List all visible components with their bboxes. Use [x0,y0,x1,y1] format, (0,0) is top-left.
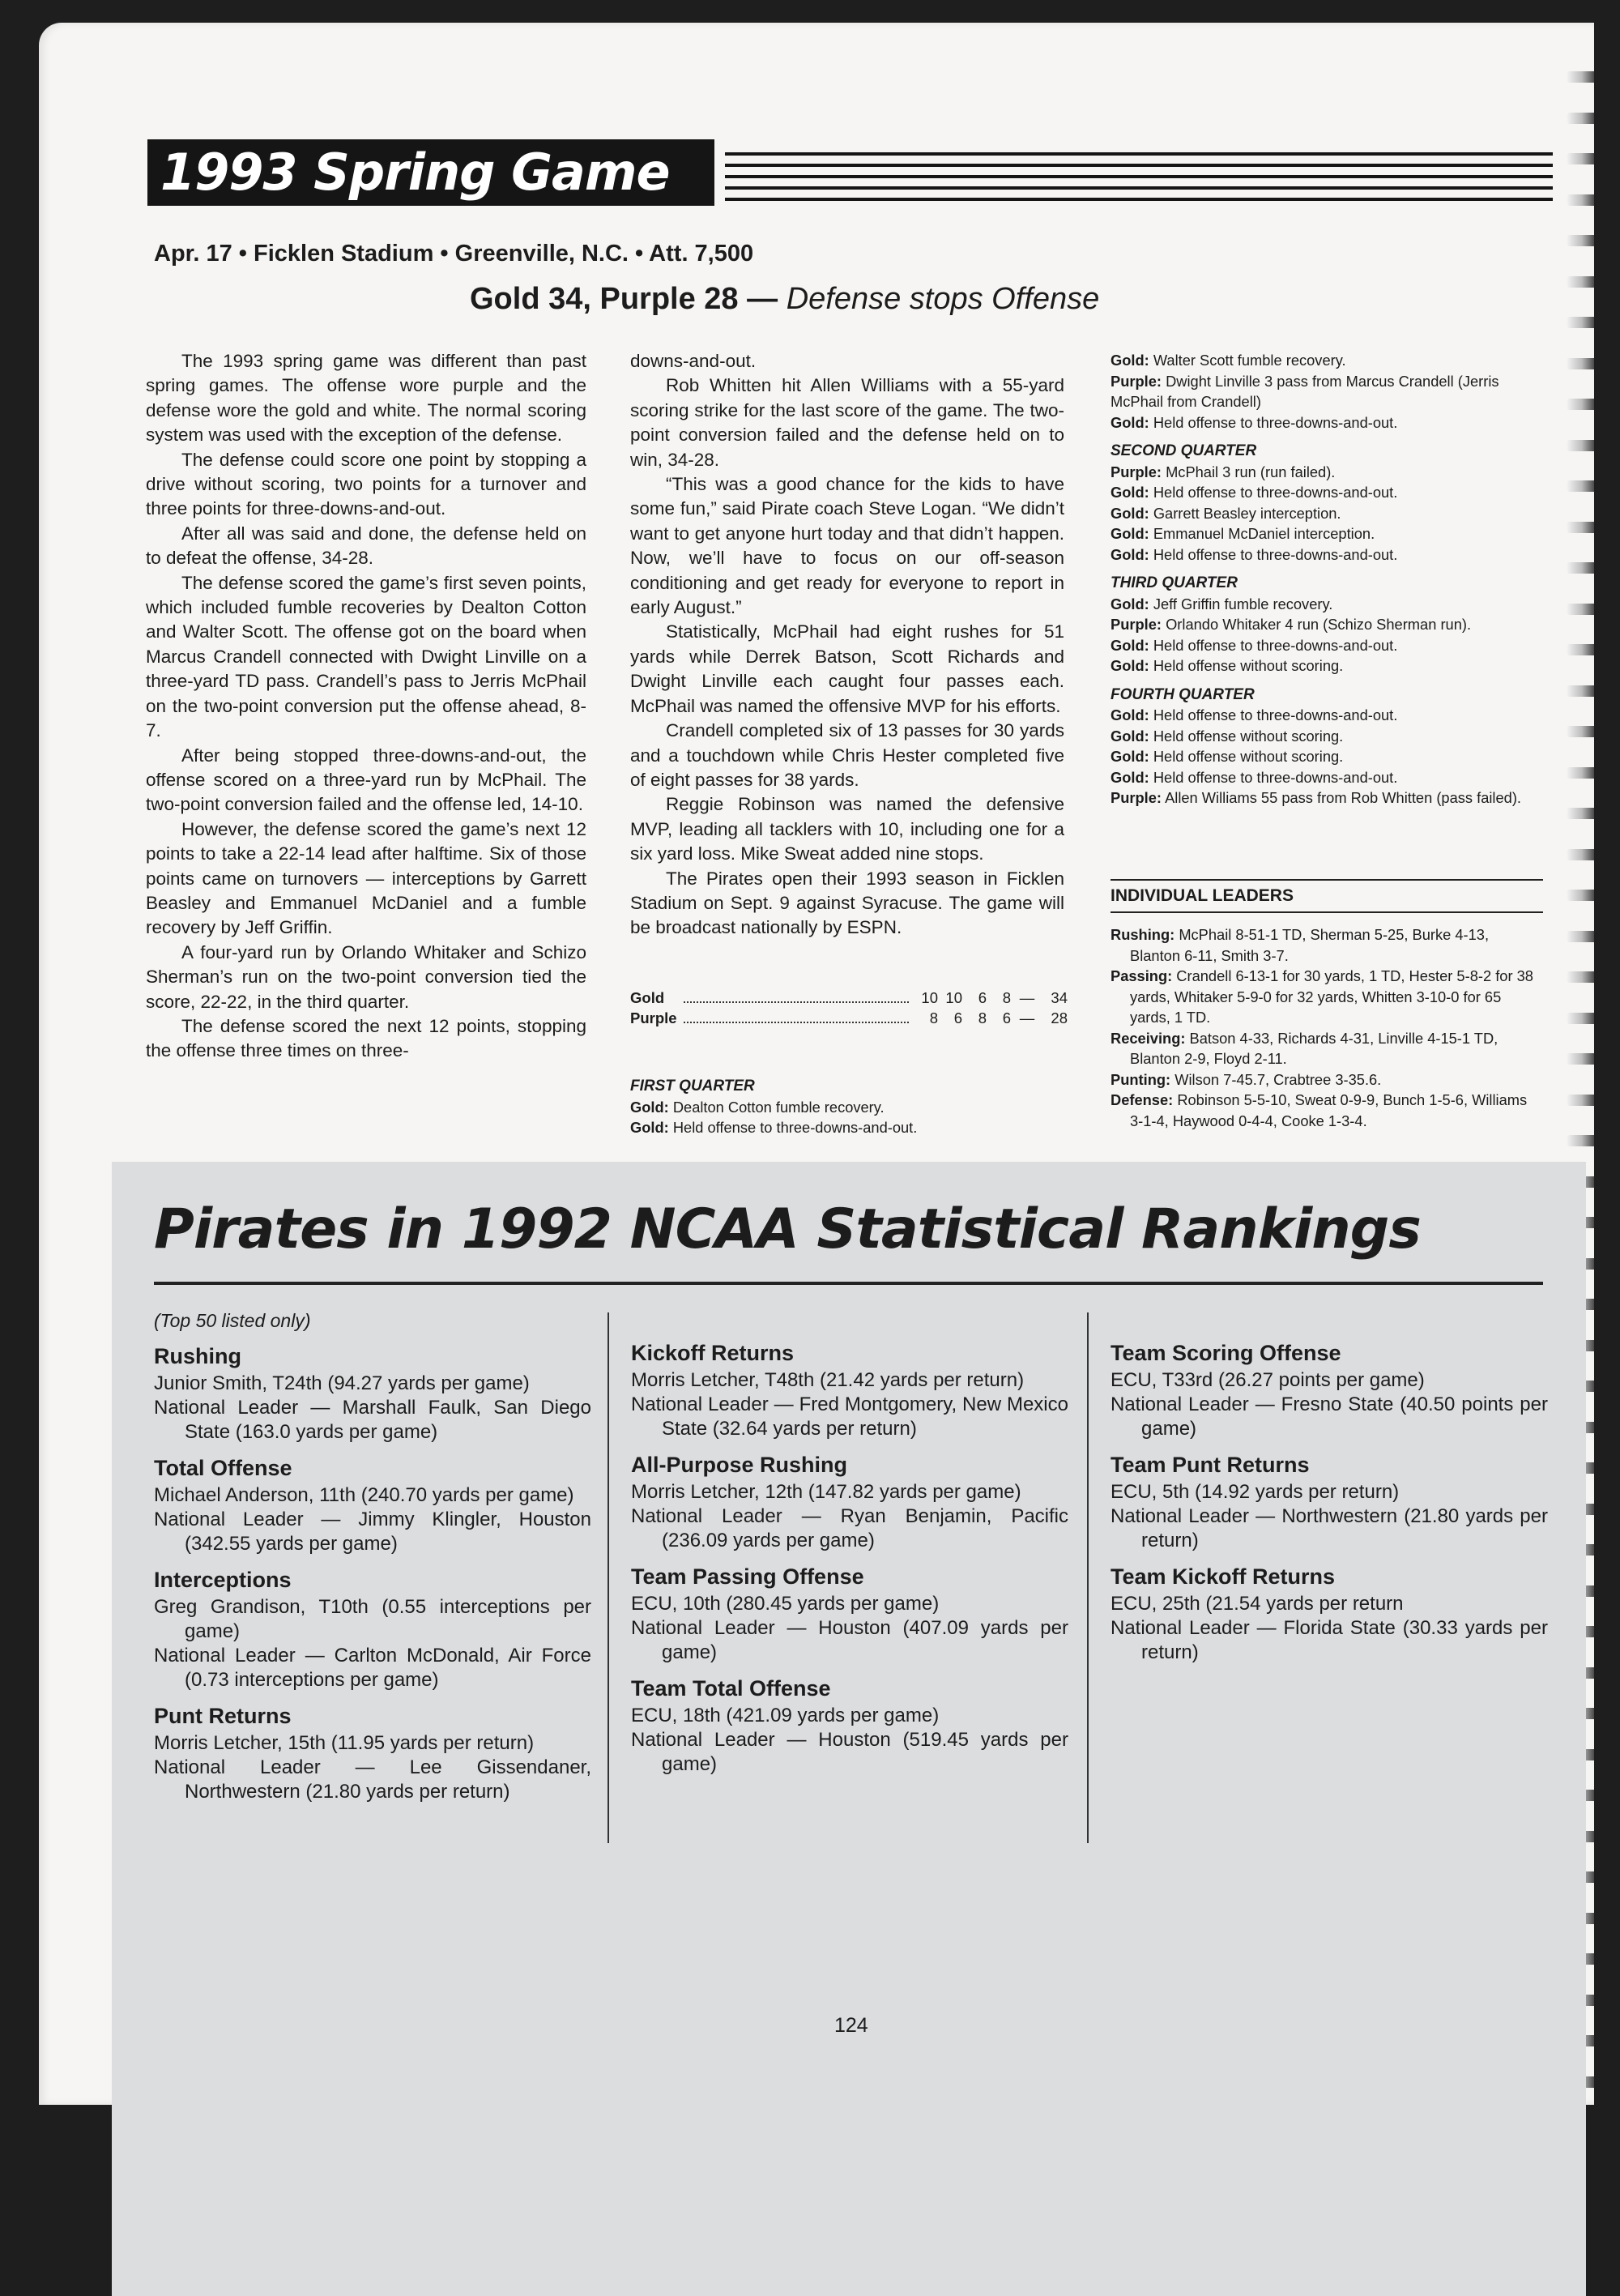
column-divider [1087,1312,1089,1843]
leader-entry [1111,924,1543,966]
ranking-category: Team Kickoff Returns [1111,1564,1336,1589]
binding-coil [1567,71,1594,83]
ranking-item: National Leader — Northwestern (21.80 yards per return) [1111,1505,1548,1551]
quarter-heading: FIRST QUARTER [630,1078,755,1095]
section-title: 1993 Spring Game [147,139,714,206]
quarter-score: 10 [921,988,938,1006]
ranking-item: ECU, 25th (21.54 yards per return [1111,1593,1404,1615]
leader-text: Wilson 7-45.7, Crabtree 3-35.6. [1174,1070,1382,1088]
total-score: 34 [1051,988,1068,1006]
line-score [630,988,1068,1028]
ranking-item: National Leader — Marshall Faulk, San Diego State (163.0 yards per game) [154,1397,591,1443]
first-quarter [630,1068,1068,1138]
divider [1111,911,1543,913]
ranking-item: Junior Smith, T24th (94.27 yards per game) [154,1372,530,1394]
binding-coil [1567,604,1594,615]
leader-label: Rushing: [1111,926,1175,943]
binding-coil [1567,767,1594,779]
score-tagline: Defense stops Offense [786,282,1100,316]
title-rules [725,152,1553,204]
story-paragraph: The defense could score one point by stopping a drive without scoring, two points for a turnover and three points for three-downs-and-out. [146,449,586,519]
binding-coil [1567,235,1594,246]
scoring-summary [1111,350,1543,809]
ranking-category: Team Passing Offense [631,1564,864,1589]
story-paragraph: A four-yard run by Orlando Whitaker and Schizo Sherman’s run on the two-point conversion tied the score, 22-22, in the third quarter. [146,941,586,1012]
ranking-category: Team Scoring Offense [1111,1341,1341,1365]
play [1111,635,1543,656]
quarter-score: 6 [978,988,987,1006]
play [1111,705,1543,726]
column-divider [608,1312,609,1843]
play [630,1097,1068,1118]
play [1111,767,1543,788]
binding-coil [1567,113,1594,124]
ranking-category: Total Offense [154,1456,292,1480]
play-text: Walter Scott fumble recovery. [1153,352,1346,369]
binding-coil [1567,685,1594,697]
play [1111,614,1543,635]
rankings-column-3 [1111,1341,1548,1665]
page-number: 124 [834,2014,868,2037]
ranking-item: National Leader — Florida State (30.33 yards per return) [1111,1617,1548,1663]
ranking-category: Interceptions [154,1568,292,1592]
story-paragraph: The defense scored the game’s first seven points, which included fumble recoveries by Dealton Cotton and Walter Scott. The offense got on the board when Marcus Crandell connected with Dwight Linville on a three-yard TD pass. Crandell’s pass to Jerris McPhail on the two-point conversion put the offense ahead, 8-7. [146,572,586,741]
dot-leader [684,993,909,1003]
ranking-category: Team Punt Returns [1111,1453,1310,1477]
play-team: Gold: [1111,413,1149,431]
story-paragraph: “This was a good chance for the kids to have some fun,” said Pirate coach Steve Logan. “We didn’t want to get anyone hurt today and that didn’t happen. Now, we’ll have to focus on our off-season conditioning and get ready for everyone to report in early August.” [630,474,1064,618]
ranking-item: National Leader — Houston (519.45 yards per game) [631,1729,1068,1775]
story-column-1 [146,349,586,1064]
play-text: Dwight Linville 3 pass from Marcus Crandell (Jerris McPhail from Crandell) [1111,372,1499,410]
play-text: Orlando Whitaker 4 run (Schizo Sherman run). [1166,616,1472,633]
individual-leaders [1111,924,1543,1131]
ranking-category: Rushing [154,1344,241,1368]
story-paragraph: Statistically, McPhail had eight rushes for 51 yards while Derrek Batson, Scott Richards and Dwight Linville each caught four passes each. McPhail was named the offensive MVP for his efforts. [630,621,1064,716]
rankings-title: Pirates in 1992 NCAA Statistical Rankings [154,1197,1421,1261]
score-row [630,1008,1068,1028]
play-team: Purple: [1111,616,1162,633]
binding-coil [1567,522,1594,533]
ranking-item: ECU, 5th (14.92 yards per return) [1111,1481,1400,1503]
ranking-item: ECU, 10th (280.45 yards per game) [631,1593,940,1615]
ranking-item: Morris Letcher, 12th (147.82 yards per game) [631,1481,1021,1503]
leader-text: McPhail 8-51-1 TD, Sherman 5-25, Burke 4-13, Blanton 6-11, Smith 3-7. [1130,926,1490,964]
binding-coil [1567,276,1594,288]
rankings-column-1 [154,1308,591,1804]
dash: — [1019,1009,1035,1026]
binding-coil [1567,931,1594,942]
leader-label: Passing: [1111,967,1173,984]
ranking-item: National Leader — Houston (407.09 yards per game) [631,1617,1068,1663]
play-team: Gold: [1111,748,1149,765]
play-text: Held offense to three-downs-and-out. [1153,413,1398,431]
leader-label: Receiving: [1111,1029,1186,1047]
play-team: Gold: [1111,352,1149,369]
quarter-score: 8 [978,1009,987,1026]
binding-coil [1567,358,1594,369]
binding-coil [1567,194,1594,206]
ranking-item: ECU, 18th (421.09 yards per game) [631,1705,940,1726]
play-text: Held offense to three-downs-and-out. [672,1119,918,1136]
binding-coil [1567,1013,1594,1024]
story-paragraph: Crandell completed six of 13 passes for 30 yards and a touchdown while Chris Hester completed five of eight passes for 38 yards. [630,720,1064,790]
quarter-score: 8 [929,1009,938,1026]
rankings-note: (Top 50 listed only) [154,1310,311,1331]
rankings-column-2 [631,1341,1068,1777]
play-text: Held offense without scoring. [1153,727,1344,745]
play-text: Held offense to three-downs-and-out. [1153,636,1398,654]
story-paragraph: However, the defense scored the game’s next 12 points to take a 22-14 lead after halftime. Six of those points came on turnovers — interceptions by Garrett Beasley and Emmanuel McDaniel and a fumble recovery by Jeff Griffin. [146,818,586,938]
ranking-item: National Leader — Fresno State (40.50 points per game) [1111,1393,1548,1440]
dash: — [1019,988,1035,1006]
leader-label: Defense: [1111,1091,1174,1108]
play-team: Gold: [1111,595,1149,612]
binding-coil [1567,1135,1594,1146]
leader-entry [1111,1090,1543,1131]
final-score [470,282,1099,317]
play [1111,482,1543,503]
play-team: Gold: [1111,706,1149,723]
binding-coil [1567,1095,1594,1106]
story-paragraph: After all was said and done, the defense held on to defeat the offense, 34-28. [146,523,586,569]
play-team: Gold: [1111,636,1149,654]
score-text: Gold 34, Purple 28 — [470,282,778,316]
leader-text: Robinson 5-5-10, Sweat 0-9-9, Bunch 1-5-6, Williams 3-1-4, Haywood 0-4-4, Cooke 1-3-4. [1130,1091,1528,1129]
play-team: Purple: [1111,463,1162,480]
team-name: Gold [630,988,665,1006]
play [1111,503,1543,524]
play-text: Held offense to three-downs-and-out. [1153,484,1398,501]
ranking-item: National Leader — Ryan Benjamin, Pacific (236.09 yards per game) [631,1505,1068,1551]
binding-coil [1567,1053,1594,1065]
binding-coil [1567,971,1594,983]
ranking-item: National Leader — Lee Gissendaner, Northwestern (21.80 yards per return) [154,1756,591,1803]
play-text: Held offense to three-downs-and-out. [1153,545,1398,563]
ranking-item: Greg Grandison, T10th (0.55 interceptions per game) [154,1596,591,1642]
ranking-item: National Leader — Carlton McDonald, Air Force (0.73 interceptions per game) [154,1645,591,1691]
play-text: McPhail 3 run (run failed). [1166,463,1336,480]
ranking-item: Michael Anderson, 11th (240.70 yards per game) [154,1484,574,1506]
play-text: Allen Williams 55 pass from Rob Whitten (pass failed). [1165,789,1521,806]
binding-coil [1567,726,1594,737]
leader-entry [1111,966,1543,1028]
quarter-score: 10 [945,988,962,1006]
ranking-item: ECU, T33rd (26.27 points per game) [1111,1369,1425,1391]
play [1111,594,1543,615]
ranking-category: All-Purpose Rushing [631,1453,848,1477]
story-paragraph: Rob Whitten hit Allen Williams with a 55-yard scoring strike for the last score of the game. The two-point conversion failed and the defense held on to win, 34-28. [630,375,1064,470]
story-paragraph: The 1993 spring game was different than past spring games. The offense wore purple and the defense wore the gold and white. The normal scoring system was used with the exception of the defense. [146,351,586,446]
leader-text: Crandell 6-13-1 for 30 yards, 1 TD, Hester 5-8-2 for 38 yards, Whitaker 5-9-0 for 32 yards, Whitten 3-10-0 for 65 yards, 1 TD. [1130,967,1533,1026]
play-text: Garrett Beasley interception. [1153,504,1341,522]
play [1111,787,1543,809]
binding-coil [1567,153,1594,164]
ranking-item: Morris Letcher, T48th (21.42 yards per return) [631,1369,1025,1391]
play-team: Gold: [630,1098,669,1116]
game-meta: Apr. 17 • Ficklen Stadium • Greenville, N.C. • Att. 7,500 [154,241,754,267]
ranking-item: National Leader — Jimmy Klingler, Houston (342.55 yards per game) [154,1509,591,1555]
binding-coil [1567,480,1594,492]
play-text: Held offense to three-downs-and-out. [1153,706,1398,723]
binding-coil [1567,562,1594,574]
play-text: Held offense without scoring. [1153,657,1344,674]
dot-leader [684,1014,909,1023]
leaders-heading: INDIVIDUAL LEADERS [1111,886,1294,905]
play-team: Gold: [630,1119,669,1136]
play-team: Gold: [1111,525,1149,542]
play [1111,746,1543,767]
play-team: Gold: [1111,545,1149,563]
story-paragraph: The defense scored the next 12 points, stopping the offense three times on three- [146,1015,586,1061]
score-row [630,988,1068,1008]
play-team: Gold: [1111,768,1149,786]
play [1111,350,1543,371]
play-text: Held offense without scoring. [1153,748,1344,765]
divider [154,1282,1543,1285]
play [1111,371,1543,412]
play [1111,726,1543,747]
ranking-category: Punt Returns [154,1704,292,1728]
quarter-heading: FOURTH QUARTER [1111,685,1255,703]
leader-label: Punting: [1111,1070,1171,1088]
divider [1111,879,1543,881]
story-paragraph: Reggie Robinson was named the defensive MVP, leading all tacklers with 10, including one for a six yard loss. Mike Sweat added nine stops. [630,794,1064,864]
story-paragraph: The Pirates open their 1993 season in Ficklen Stadium on Sept. 9 against Syracuse. The game will be broadcast nationally by ESPN. [630,868,1064,938]
play [1111,412,1543,433]
binding-coil [1567,440,1594,451]
play-text: Emmanuel McDaniel interception. [1153,525,1375,542]
play [1111,523,1543,544]
play [1111,655,1543,676]
leader-entry [1111,1069,1543,1090]
binding-coil [1567,890,1594,901]
leader-entry [1111,1028,1543,1069]
ranking-item: National Leader — Fred Montgomery, New Mexico State (32.64 yards per return) [631,1393,1068,1440]
play-team: Purple: [1111,789,1162,806]
play [1111,544,1543,565]
play [1111,462,1543,483]
binding-coil [1567,644,1594,655]
binding-coil [1567,849,1594,860]
play-team: Gold: [1111,657,1149,674]
ranking-category: Kickoff Returns [631,1341,795,1365]
quarter-score: 6 [1002,1009,1011,1026]
leader-text: Batson 4-33, Richards 4-31, Linville 4-15-1 TD, Blanton 2-9, Floyd 2-11. [1130,1029,1498,1067]
ranking-item: Morris Letcher, 15th (11.95 yards per return) [154,1732,535,1754]
binding-coil [1567,808,1594,819]
ranking-category: Team Total Offense [631,1676,831,1701]
play [630,1117,1068,1138]
play-team: Gold: [1111,727,1149,745]
story-paragraph: After being stopped three-downs-and-out, the offense scored on a three-yard run by McPhail. The two-point conversion failed and the offense led, 14-10. [146,745,586,815]
binding-coil [1567,399,1594,410]
story-column-2 [630,349,1064,941]
play-text: Jeff Griffin fumble recovery. [1153,595,1333,612]
play-text: Dealton Cotton fumble recovery. [672,1098,885,1116]
story-paragraph: downs-and-out. [630,351,757,371]
play-text: Held offense to three-downs-and-out. [1153,768,1398,786]
team-name: Purple [630,1009,677,1026]
quarter-heading: THIRD QUARTER [1111,574,1238,591]
quarter-score: 6 [953,1009,962,1026]
play-team: Purple: [1111,372,1162,390]
play-team: Gold: [1111,484,1149,501]
quarter-score: 8 [1002,988,1011,1006]
play-team: Gold: [1111,504,1149,522]
quarter-heading: SECOND QUARTER [1111,442,1257,459]
binding-coil [1567,317,1594,328]
total-score: 28 [1051,1009,1068,1026]
